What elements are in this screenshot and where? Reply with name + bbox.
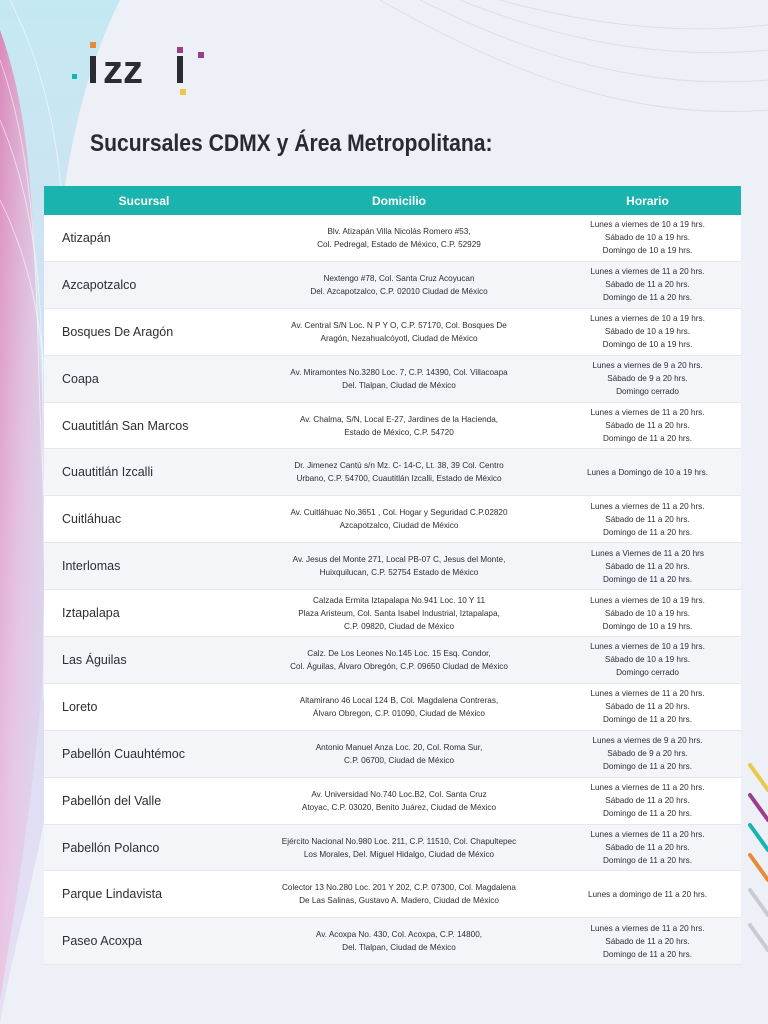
header-domicilio: Domicilio — [371, 193, 426, 208]
branch-name: Cuautitlán San Marcos — [62, 418, 189, 433]
svg-text:zz: zz — [103, 48, 143, 92]
branch-name: Parque Lindavista — [62, 887, 163, 902]
branch-address: Av. Universidad No.740 Loc.B2, Col. Santa Cruz Atoyac, C.P. 03020, Benito Juárez, Ciudad de México — [301, 789, 497, 812]
table-row — [44, 215, 741, 262]
branch-name: Iztapalapa — [62, 606, 120, 621]
branch-name: Bosques De Aragón — [62, 324, 174, 339]
branch-hours: Lunes a viernes de 10 a 19 hrs. Sábado de 10 a 19 hrs. Domingo de 10 a 19 hrs. — [590, 220, 705, 256]
table-row — [44, 449, 741, 496]
branch-address: Av. Central S/N Loc. N P Y O, C.P. 57170, Col. Bosques De Aragón, Nezahualcóyotl, Ciudad de México — [291, 320, 507, 343]
branch-name: Pabellón del Valle — [62, 793, 162, 808]
branch-address: Altamirano 46 Local 124 B, Col. Magdalena Contreras, Álvaro Obregon, C.P. 01090, Ciudad de México — [299, 695, 499, 718]
branch-hours: Lunes a viernes de 11 a 20 hrs. Sábado de 11 a 20 hrs. Domingo de 11 a 20 hrs. — [590, 501, 705, 537]
branch-name: Atizapán — [62, 230, 111, 245]
branch-name: Interlomas — [62, 559, 121, 574]
branch-address: Av. Chalma, S/N, Local E-27, Jardines de la Hacienda, Estado de México, C.P. 54720 — [299, 414, 499, 437]
branch-hours: Lunes a viernes de 11 a 20 hrs. Sábado de 11 a 20 hrs. Domingo de 11 a 20 hrs. — [590, 408, 705, 443]
branch-hours: Lunes a viernes de 11 a 20 hrs. Sábado de 11 a 20 hrs. Domingo de 11 a 20 hrs. — [590, 783, 705, 819]
branch-hours: Lunes a viernes de 9 a 20 hrs. Sábado de 9 a 20 hrs. Domingo cerrado — [592, 361, 703, 397]
branch-hours: Lunes a viernes de 10 a 19 hrs. Sábado de 10 a 19 hrs. Domingo cerrado — [590, 642, 705, 678]
branch-name: Las Águilas — [62, 652, 127, 667]
branch-address: Calzada Ermita Iztapalapa No.941 Loc. 10 Y 11 Plaza Aristeum, Col. Santa Isabel Industrial, Iztapalapa, C.P. 09820, Ciudad de México — [298, 595, 500, 631]
table-row — [44, 684, 741, 731]
branch-name: Pabellón Polanco — [62, 840, 160, 855]
izzi-logo — [70, 40, 220, 102]
branch-hours: Lunes a Viernes de 11 a 20 hrs Sábado de 11 a 20 hrs. Domingo de 11 a 20 hrs. — [590, 548, 705, 584]
table-row — [44, 871, 741, 918]
table-row — [44, 637, 741, 684]
branch-hours: Lunes a domingo de 11 a 20 hrs. — [587, 889, 708, 899]
branch-hours: Lunes a viernes de 10 a 19 hrs. Sábado de 10 a 19 hrs. Domingo de 10 a 19 hrs. — [590, 595, 705, 631]
branch-name: Paseo Acoxpa — [62, 934, 142, 949]
branch-address: Nextengo #78, Col. Santa Cruz Acoyucan Del. Azcapotzalco, C.P. 02010 Ciudad de México — [310, 273, 488, 296]
table-row — [44, 825, 741, 872]
branch-name: Azcapotzalco — [62, 277, 137, 292]
table-row — [44, 778, 741, 825]
table-row — [44, 309, 741, 356]
branch-name: Loreto — [62, 699, 98, 714]
branch-name: Coapa — [62, 371, 99, 386]
table-header — [44, 186, 741, 215]
branch-address: Av. Acoxpa No. 430, Col. Acoxpa, C.P. 14800, Del. Tlalpan, Ciudad de México — [315, 930, 483, 953]
branch-address: Av. Miramontes No.3280 Loc. 7, C.P. 14390, Col. Villacoapa Del. Tlalpan, Ciudad de México — [290, 367, 508, 390]
table-row — [44, 918, 741, 965]
table-row — [44, 403, 741, 450]
table-row — [44, 356, 741, 403]
branch-hours: Lunes a Domingo de 10 a 19 hrs. — [586, 467, 709, 477]
branches-table — [44, 186, 741, 965]
table-row — [44, 496, 741, 543]
branch-address: Ejército Nacional No.980 Loc. 211, C.P. 11510, Col. Chapultepec Los Morales, Del. Miguel Hidalgo, Ciudad de México — [281, 836, 517, 859]
branch-address: Blv. Atizapán Villa Nicolás Romero #53, Col. Pedregal, Estado de México, C.P. 52929 — [317, 226, 481, 249]
branch-address: Dr. Jimenez Cantú s/n Mz. C- 14-C, Lt. 38, 39 Col. Centro Urbano, C.P. 54700, Cuautitlán Izcalli, Estado de México — [294, 461, 504, 484]
branch-hours: Lunes a viernes de 9 a 20 hrs. Sábado de 9 a 20 hrs. Domingo de 11 a 20 hrs. — [592, 736, 703, 772]
branch-address: Av. Cuitláhuac No.3651 , Col. Hogar y Seguridad C.P.02820 Azcapotzalco, Ciudad de México — [290, 508, 508, 531]
branch-name: Cuitláhuac — [62, 512, 122, 527]
branch-address: Calz. De Los Leones No.145 Loc. 15 Esq. Condor, Col. Águilas, Álvaro Obregón, C.P. 09650 Ciudad de México — [290, 648, 508, 671]
header-horario: Horario — [626, 193, 669, 208]
branch-hours: Lunes a viernes de 11 a 20 hrs. Sábado de 11 a 20 hrs. Domingo de 11 a 20 hrs. — [590, 689, 705, 725]
branch-address: Av. Jesus del Monte 271, Local PB-07 C, Jesus del Monte, Huixquilucan, C.P. 52754 Estado de México — [292, 555, 506, 578]
page-title: Sucursales CDMX y Área Metropolitana: — [90, 130, 493, 157]
table-row — [44, 731, 741, 778]
branch-hours: Lunes a viernes de 11 a 20 hrs. Sábado de 11 a 20 hrs. Domingo de 11 a 20 hrs. — [590, 267, 705, 303]
table-row — [44, 590, 741, 637]
branch-hours: Lunes a viernes de 11 a 20 hrs. Sábado de 11 a 20 hrs. Domingo de 11 a 20 hrs. — [590, 923, 705, 959]
branch-address: Colector 13 No.280 Loc. 201 Y 202, C.P. 07300, Col. Magdalena De Las Salinas, Gustavo A. Madero, Ciudad de México — [282, 883, 516, 906]
table-row — [44, 262, 741, 309]
branch-address: Antonio Manuel Anza Loc. 20, Col. Roma Sur, C.P. 06700, Ciudad de México — [315, 742, 483, 765]
branch-hours: Lunes a viernes de 11 a 20 hrs. Sábado de 11 a 20 hrs. Domingo de 11 a 20 hrs. — [590, 830, 705, 866]
branch-name: Pabellón Cuauhtémoc — [62, 746, 185, 761]
branch-name: Cuautitlán Izcalli — [62, 465, 154, 480]
table-row — [44, 543, 741, 590]
header-sucursal: Sucursal — [118, 193, 170, 208]
branch-hours: Lunes a viernes de 10 a 19 hrs. Sábado de 10 a 19 hrs. Domingo de 10 a 19 hrs. — [590, 314, 705, 350]
table-body — [44, 215, 741, 965]
